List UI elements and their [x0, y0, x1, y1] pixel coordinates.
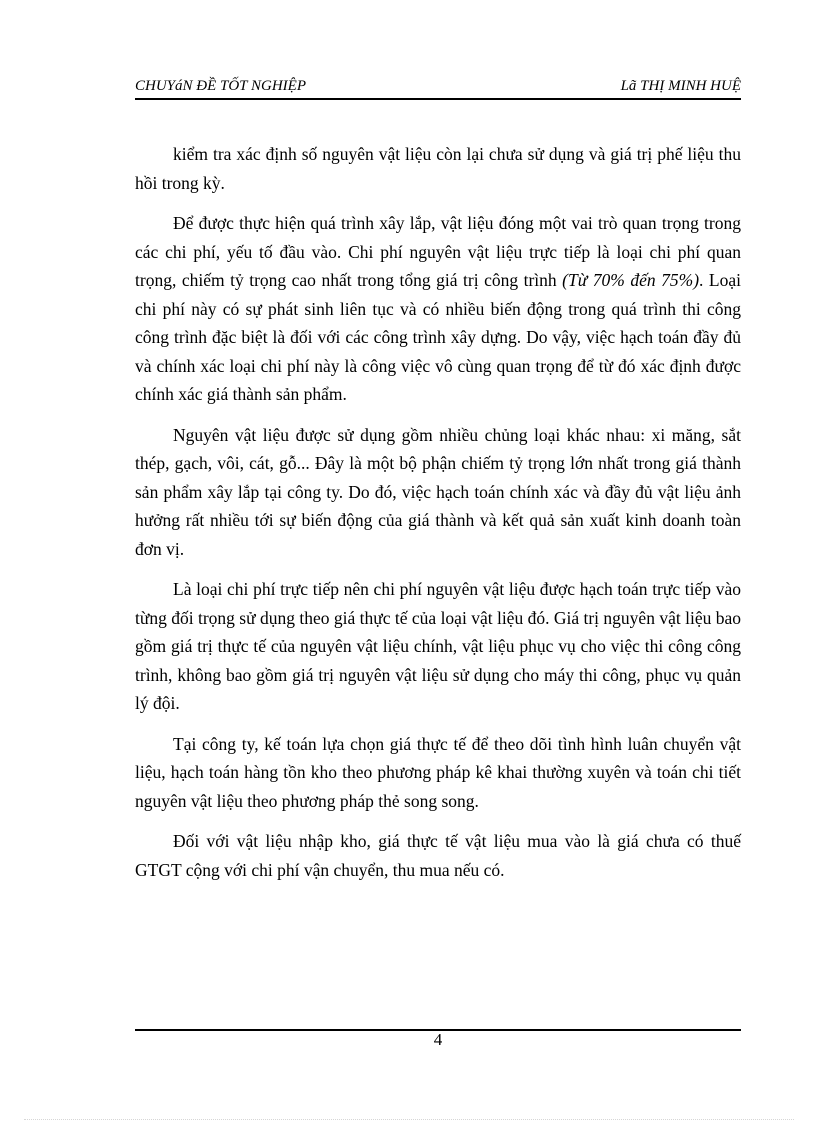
paragraph-3-text: Nguyên vật liệu được sử dụng gồm nhiều chủng loại khác nhau: xi măng, sắt thép, gạch, vôi, cát, gỗ... Đây là một bộ phận chiếm tỷ trọng lớn nhất trong giá thành sản phẩm xây lắp tại công ty. Do đó, việc hạch toán chính xác và đầy đủ vật liệu ảnh hưởng rất nhiều tới sự biến động của giá thành và kết quả sản xuất kinh doanh toàn đơn vị.: [135, 424, 741, 559]
paragraph-2-text-end: . Loại chi phí này có sự phát sinh liên tục và có nhiều biến động trong quá trình thi công công trình đặc biệt là đối với các công trình xây dựng. Do vậy, việc hạch toán đầy đủ và chính xác loại chi phí này là công việc vô cùng quan trọng để từ đó xác định được chính xác giá thành sản phẩm.: [135, 270, 741, 404]
paragraph-4: [135, 575, 741, 718]
header-title: CHUYáN ĐỀ TỐT NGHIỆP: [135, 78, 306, 94]
paragraph-1: [135, 140, 741, 197]
paragraph-4-text: Là loại chi phí trực tiếp nên chi phí nguyên vật liệu được hạch toán trực tiếp vào từng đối trọng sử dụng theo giá thực tế của loại vật liệu đó. Giá trị nguyên vật liệu bao gồm giá trị thực tế của nguyên vật liệu chính, vật liệu phục vụ cho việc thi công công trình, không bao gồm giá trị nguyên vật liệu sử dụng cho máy thi công, phục vụ quản lý đội.: [135, 579, 741, 713]
paragraph-2-italic-note: (Từ 70% đến 75%): [562, 270, 700, 290]
paragraph-3: [135, 421, 741, 564]
paragraph-2-text-start: Để được thực hiện quá trình xây lắp, vật liệu đóng một vai trò quan trọng trong các chi phí, yếu tố đầu vào. Chi phí nguyên vật liệu trực tiếp là loại chi phí quan trọng, chiếm tỷ trọng cao nhất trong tổng giá trị công trình: [135, 213, 741, 290]
document-body: [135, 140, 741, 896]
paragraph-6-text: Đối với vật liệu nhập kho, giá thực tế vật liệu mua vào là giá chưa có thuế GTGT cộng với chi phí vận chuyển, thu mua nếu có.: [135, 831, 741, 880]
page-header: [135, 76, 741, 100]
header-author: Lã THỊ MINH HUỆ: [620, 78, 741, 94]
page-bottom-edge: [24, 1119, 794, 1120]
paragraph-2: [135, 209, 741, 409]
page-number: 4: [433, 1030, 443, 1049]
paragraph-5: [135, 730, 741, 816]
paragraph-5-text: Tại công ty, kế toán lựa chọn giá thực tế để theo dõi tình hình luân chuyển vật liệu, hạch toán hàng tồn kho theo phương pháp kê khai thường xuyên và toán chi tiết nguyên vật liệu theo phương pháp thẻ song song.: [135, 733, 741, 811]
paragraph-1-text: kiểm tra xác định số nguyên vật liệu còn lại chưa sử dụng và giá trị phế liệu thu hồi trong kỳ.: [135, 144, 741, 193]
paragraph-6: [135, 827, 741, 884]
